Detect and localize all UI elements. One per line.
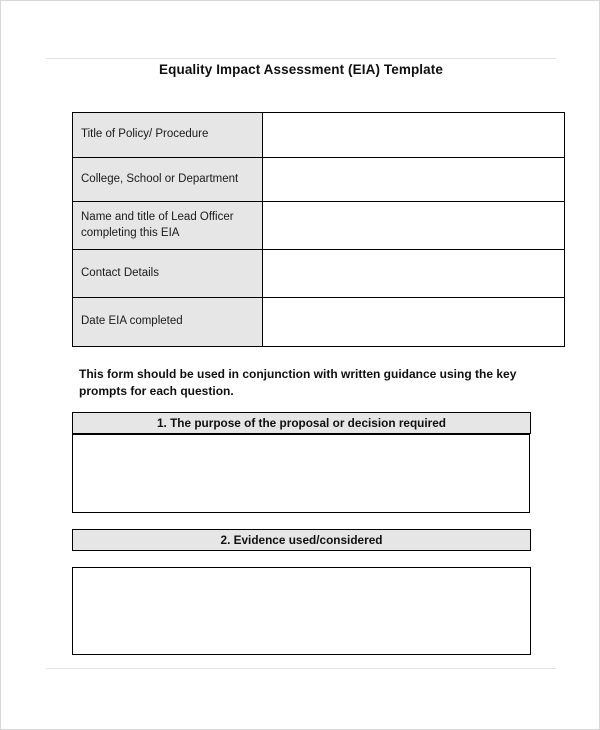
section-header-purpose: 1. The purpose of the proposal or decision required — [72, 412, 531, 434]
field-label-date-eia-completed: Date EIA completed — [73, 298, 263, 347]
field-value-college-school-department[interactable] — [263, 158, 565, 202]
table-row — [73, 298, 565, 347]
section-answer-box-purpose[interactable] — [72, 434, 530, 513]
field-value-lead-officer[interactable] — [263, 202, 565, 250]
footer-divider-rule — [46, 668, 556, 669]
field-label-contact-details: Contact Details — [73, 250, 263, 298]
section-header-evidence: 2. Evidence used/considered — [72, 529, 531, 551]
table-row — [73, 250, 565, 298]
form-instruction-text: This form should be used in conjunction with written guidance using the key prompts for each question. — [79, 367, 517, 399]
header-divider-rule — [46, 58, 556, 59]
table-row — [73, 158, 565, 202]
table-row — [73, 202, 565, 250]
section-answer-box-evidence[interactable] — [72, 567, 531, 655]
field-label-lead-officer: Name and title of Lead Officer completing this EIA — [73, 202, 263, 250]
field-value-contact-details[interactable] — [263, 250, 565, 298]
field-value-title-of-policy[interactable] — [263, 113, 565, 158]
field-label-college-school-department: College, School or Department — [73, 158, 263, 202]
field-value-date-eia-completed[interactable] — [263, 298, 565, 347]
policy-info-table — [72, 112, 565, 347]
field-label-title-of-policy: Title of Policy/ Procedure — [73, 113, 263, 158]
table-row — [73, 113, 565, 158]
page-title: Equality Impact Assessment (EIA) Template — [159, 62, 443, 77]
